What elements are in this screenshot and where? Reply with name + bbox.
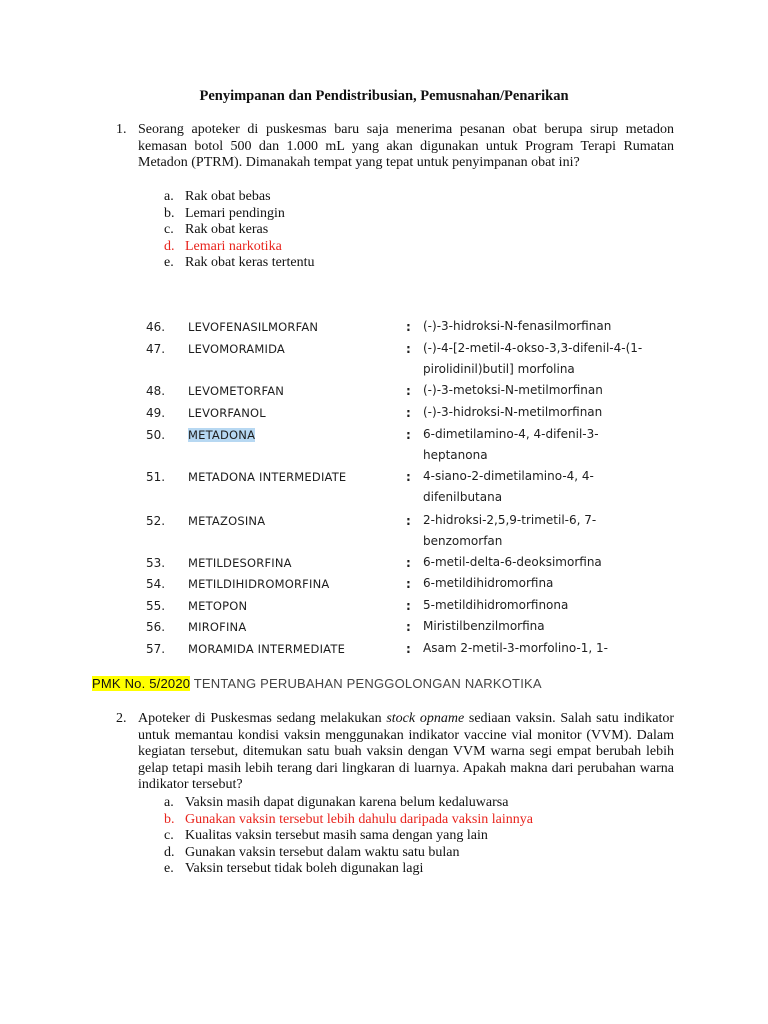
q2-options bbox=[164, 795, 533, 878]
q2-text: Apoteker di Puskesmas sedang melakukan stock opname sediaan vaksin. Salah satu indikator untuk memantau kondisi vaksin menggunakan indikator vaccine vial monitor (VVM). Dalam kegiatan tersebut, ditemukan satu buah vaksin dengan VVM warna segi empat berubah lebih gelap tetapi masih lebih terang dari lingkaran di luarnya. Apakah makna dari perubahan warna indikator tersebut? bbox=[138, 711, 674, 792]
q1-option-d-answer: d. Lemari narkotika bbox=[164, 238, 282, 254]
pmk-title: TENTANG PERUBAHAN PENGGOLONGAN NARKOTIKA bbox=[190, 676, 542, 691]
q2-number: 2. bbox=[116, 711, 127, 726]
q1-number: 1. bbox=[116, 122, 127, 137]
q1-options bbox=[164, 189, 314, 272]
q1-option-a: a. Rak obat bebas bbox=[164, 189, 271, 204]
q1-option-b: b. Lemari pendingin bbox=[164, 205, 285, 221]
pmk-highlight: PMK No. 5/2020 bbox=[92, 676, 191, 691]
q2-option-d: d. Gunakan vaksin tersebut dalam waktu satu bulan bbox=[164, 844, 460, 860]
page-title: Penyimpanan dan Pendistribusian, Pemusnahan/Penarikan bbox=[199, 88, 569, 104]
q1-option-c: c. Rak obat keras bbox=[164, 222, 269, 237]
pmk-reference bbox=[92, 676, 542, 691]
q1-text: Seorang apoteker di puskesmas baru saja menerima pesanan obat berupa sirup metadon kemasan botol 500 dan 1.000 mL yang akan digunakan untuk Program Terapi Rumatan Metadon (PTRM). Dimanakah tempat yang tepat untuk penyimpanan obat ini? bbox=[138, 122, 674, 170]
highlighted-metadona: METADONA bbox=[188, 428, 256, 442]
q2-option-c: c. Kualitas vaksin tersebut masih sama dengan yang lain bbox=[164, 828, 488, 843]
q2-option-e: e. Vaksin tersebut tidak boleh digunakan lagi bbox=[164, 861, 424, 876]
q2-option-a: a. Vaksin masih dapat digunakan karena belum kedaluwarsa bbox=[164, 795, 509, 810]
q1-option-e: e. Rak obat keras tertentu bbox=[164, 255, 315, 270]
q2-option-b-answer: b. Gunakan vaksin tersebut lebih dahulu daripada vaksin lainnya bbox=[164, 811, 533, 827]
